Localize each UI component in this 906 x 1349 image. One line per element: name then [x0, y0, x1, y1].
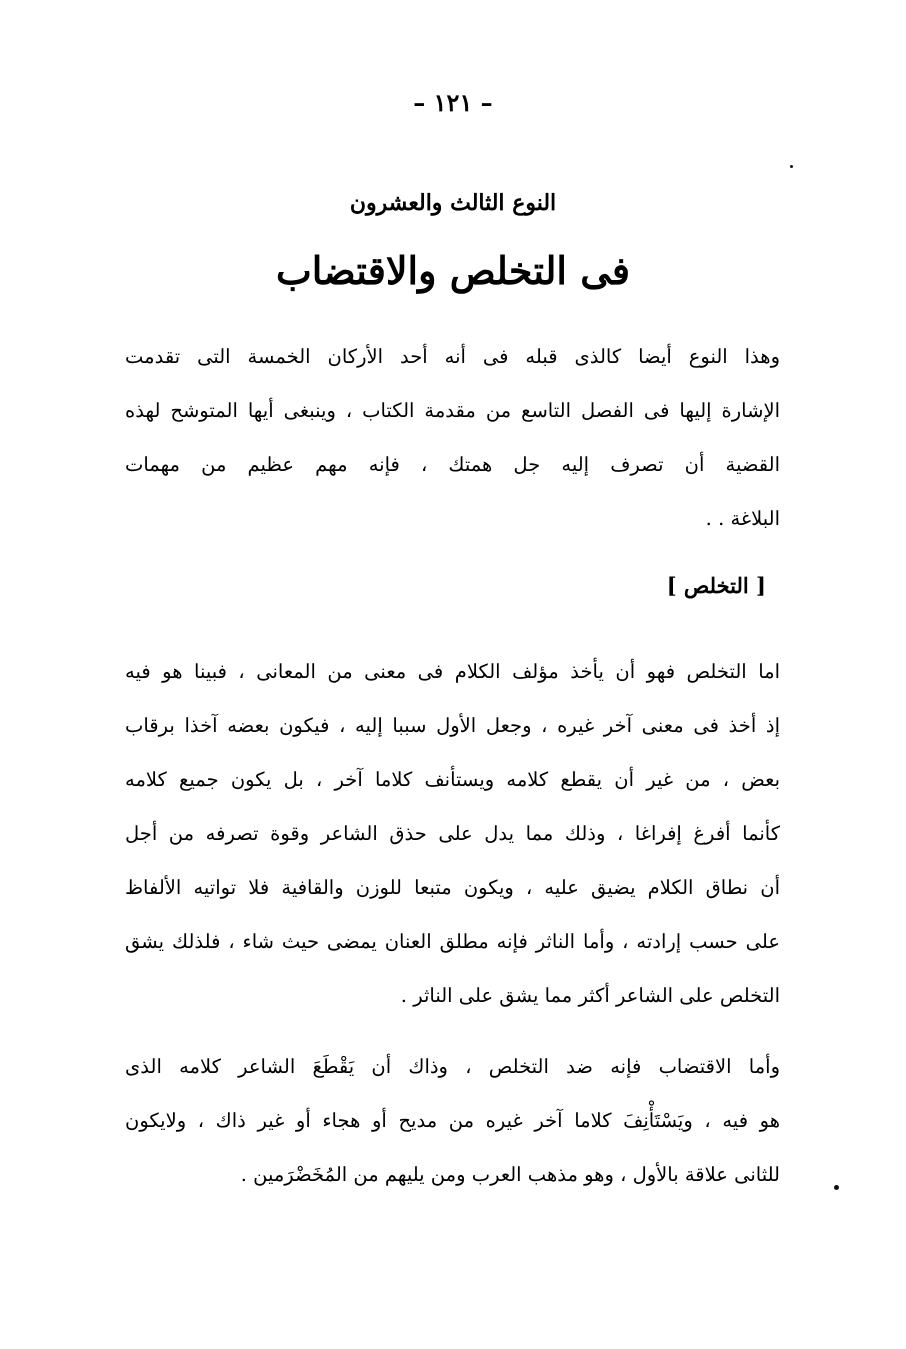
- chapter-label: النوع الثالث والعشرون: [349, 190, 557, 216]
- text-line: وهذا النوع أيضا كالذى قبله فى أنه أحد الأركان الخمسة التى تقدمت: [125, 345, 780, 368]
- text-line: أن نطاق الكلام يضيق عليه ، ويكون متبعا للوزن والقافية فلا تواتيه الألفاظ: [125, 876, 780, 899]
- intro-paragraph: [125, 330, 780, 546]
- print-speck: [790, 165, 793, 168]
- page-number: – ١٢١ –: [413, 88, 493, 117]
- text-line: إذ أخذ فى معنى آخر غيره ، وجعل الأول سببا إليه ، فيكون بعضه آخذا برقاب: [125, 714, 780, 737]
- text-line: البلاغة . .: [705, 507, 780, 530]
- text-line: اما التخلص فهو أن يأخذ مؤلف الكلام فى معنى من المعانى ، فبينا هو فيه: [125, 660, 780, 683]
- takhallus-paragraph: [125, 645, 780, 1023]
- text-line: القضية أن تصرف إليه جل همتك ، فإنه مهم عظيم من مهمات: [125, 453, 780, 476]
- text-line: هو فيه ، ويَسْتَأْنِفَ كلاما آخر غيره من مديح أو هجاء أو غير ذاك ، ولايكون: [125, 1109, 780, 1132]
- iqtidab-paragraph: [125, 1040, 780, 1202]
- text-line: الإشارة إليها فى الفصل التاسع من مقدمة الكتاب ، وينبغى أيها المتوشح لهذه: [125, 399, 780, 422]
- chapter-title: فى التخلص والاقتضاب: [275, 248, 631, 293]
- section-heading: [ التخلص ]: [666, 573, 766, 598]
- text-line: كأنما أفرغ إفراغا ، وذلك مما يدل على حذق الشاعر وقوة تصرفه من أجل: [125, 822, 780, 845]
- print-speck: [834, 1185, 839, 1190]
- text-line: بعض ، من غير أن يقطع كلامه ويستأنف كلاما آخر ، بل يكون جميع كلامه: [125, 768, 780, 791]
- text-line: للثانى علاقة بالأول ، وهو مذهب العرب ومن يليهم من المُخَضْرَمين .: [240, 1163, 780, 1186]
- text-line: وأما الاقتضاب فإنه ضد التخلص ، وذاك أن يَقْطَعَ الشاعر كلامه الذى: [125, 1055, 780, 1078]
- text-line: على حسب إرادته ، وأما الناثر فإنه مطلق العنان يمضى حيث شاء ، فلذلك يشق: [125, 930, 780, 953]
- text-line: التخلص على الشاعر أكثر مما يشق على الناثر .: [400, 984, 780, 1007]
